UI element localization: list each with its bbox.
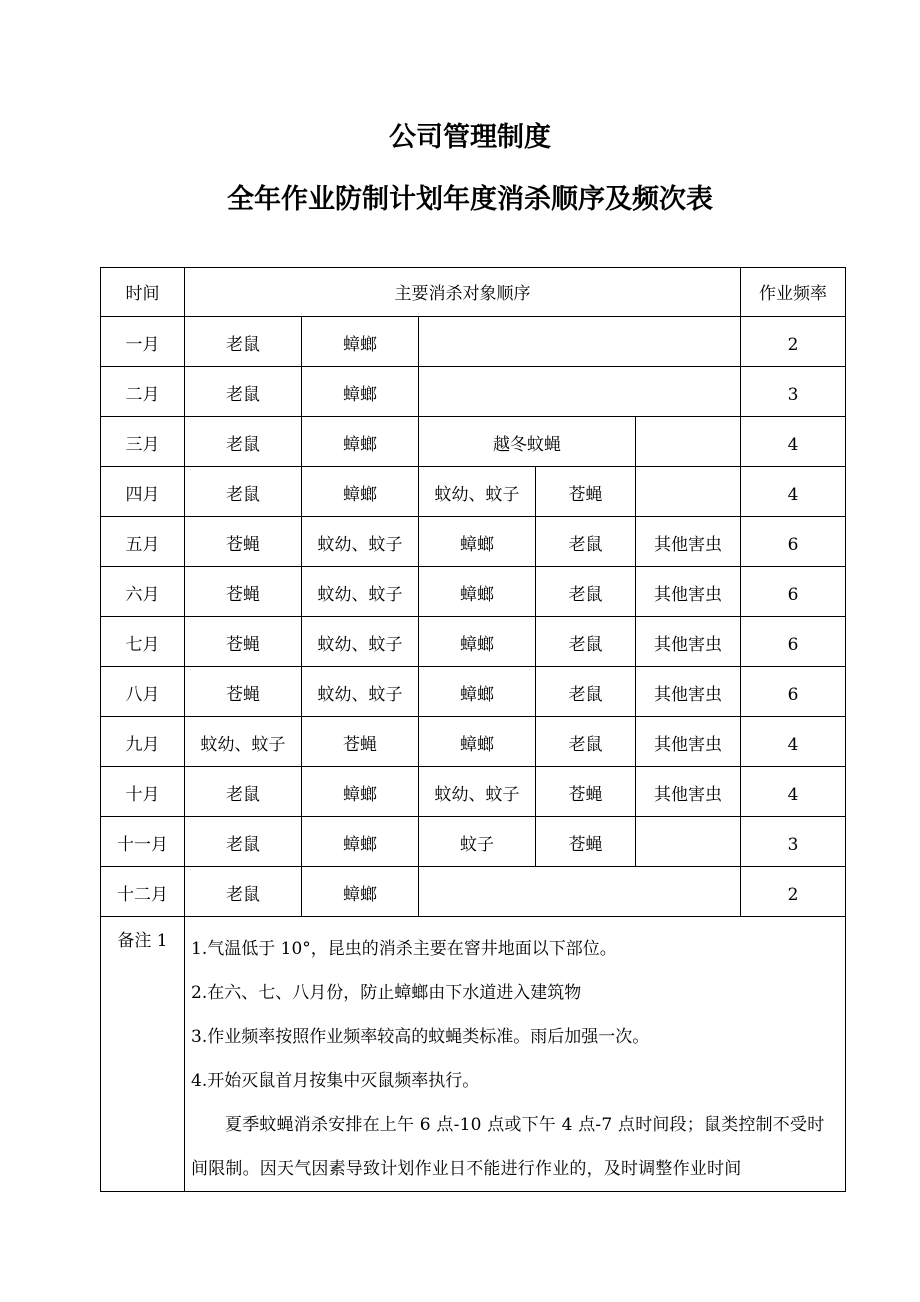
frequency-cell: 6 [741, 567, 846, 617]
note-paragraph: 夏季蚊蝇消杀安排在上午 6 点-10 点或下午 4 点-7 点时间段；鼠类控制不受时间限制。因天气因素导致计划作业日不能进行作业的，及时调整作业时间 [191, 1115, 825, 1179]
frequency-cell: 2 [741, 867, 846, 917]
target-cell: 老鼠 [536, 717, 636, 767]
target-cell: 蚊子 [419, 817, 536, 867]
target-cell: 老鼠 [185, 417, 302, 467]
target-cell: 蟑螂 [419, 667, 536, 717]
month-cell: 三月 [101, 417, 185, 467]
frequency-cell: 4 [741, 467, 846, 517]
note-item: 4.开始灭鼠首月按集中灭鼠频率执行。 [191, 1071, 480, 1091]
table-row [101, 567, 846, 617]
header-frequency: 作业频率 [741, 268, 846, 317]
target-cell: 苍蝇 [185, 617, 302, 667]
target-cell: 其他害虫 [636, 617, 741, 667]
target-cell: 老鼠 [536, 667, 636, 717]
table-row [101, 617, 846, 667]
target-cell: 苍蝇 [302, 717, 419, 767]
empty-cell [419, 317, 741, 367]
month-cell: 六月 [101, 567, 185, 617]
table-row [101, 667, 846, 717]
month-cell: 二月 [101, 367, 185, 417]
table-row [101, 417, 846, 467]
note-item: 2.在六、七、八月份，防止蟑螂由下水道进入建筑物 [191, 983, 582, 1003]
month-cell: 九月 [101, 717, 185, 767]
month-cell: 五月 [101, 517, 185, 567]
target-cell: 蚊幼、蚊子 [302, 517, 419, 567]
target-cell: 蚊幼、蚊子 [419, 467, 536, 517]
target-cell: 蟑螂 [302, 867, 419, 917]
table-row [101, 867, 846, 917]
frequency-cell: 3 [741, 817, 846, 867]
table-row [101, 367, 846, 417]
month-cell: 十二月 [101, 867, 185, 917]
empty-cell [636, 417, 741, 467]
month-cell: 七月 [101, 617, 185, 667]
header-targets: 主要消杀对象顺序 [185, 268, 741, 317]
target-cell: 老鼠 [536, 567, 636, 617]
target-cell: 蚊幼、蚊子 [185, 717, 302, 767]
target-cell: 老鼠 [185, 817, 302, 867]
table-row [101, 317, 846, 367]
target-cell: 苍蝇 [536, 767, 636, 817]
table-row [101, 717, 846, 767]
target-cell: 蚊幼、蚊子 [302, 617, 419, 667]
empty-cell [419, 867, 741, 917]
target-cell: 老鼠 [185, 367, 302, 417]
target-cell: 其他害虫 [636, 767, 741, 817]
target-cell: 老鼠 [536, 617, 636, 667]
target-cell: 蟑螂 [419, 717, 536, 767]
note-item: 3.作业频率按照作业频率较高的蚊蝇类标准。雨后加强一次。 [191, 1027, 650, 1047]
target-cell: 老鼠 [185, 867, 302, 917]
frequency-cell: 6 [741, 517, 846, 567]
month-cell: 八月 [101, 667, 185, 717]
target-cell: 蟑螂 [302, 367, 419, 417]
target-cell: 蟑螂 [302, 317, 419, 367]
target-cell: 其他害虫 [636, 717, 741, 767]
target-cell: 苍蝇 [185, 567, 302, 617]
target-cell: 其他害虫 [636, 517, 741, 567]
table-row [101, 767, 846, 817]
frequency-cell: 4 [741, 767, 846, 817]
target-cell: 蟑螂 [302, 767, 419, 817]
target-cell: 蚊幼、蚊子 [419, 767, 536, 817]
table-row [101, 467, 846, 517]
month-cell: 一月 [101, 317, 185, 367]
frequency-cell: 6 [741, 667, 846, 717]
target-cell: 其他害虫 [636, 567, 741, 617]
table-header-row [101, 268, 846, 317]
target-cell: 蟑螂 [419, 517, 536, 567]
notes-row [101, 917, 846, 1192]
frequency-cell: 6 [741, 617, 846, 667]
target-cell: 苍蝇 [185, 667, 302, 717]
target-cell: 蚊幼、蚊子 [302, 567, 419, 617]
target-cell: 蟑螂 [302, 467, 419, 517]
month-cell: 十一月 [101, 817, 185, 867]
target-cell: 老鼠 [185, 767, 302, 817]
frequency-cell: 4 [741, 417, 846, 467]
target-cell: 其他害虫 [636, 667, 741, 717]
target-cell: 苍蝇 [536, 817, 636, 867]
note-item: 1.气温低于 10°，昆虫的消杀主要在窨井地面以下部位。 [191, 939, 617, 959]
target-cell: 蟑螂 [419, 617, 536, 667]
target-cell: 老鼠 [536, 517, 636, 567]
frequency-cell: 4 [741, 717, 846, 767]
target-cell: 蟑螂 [302, 417, 419, 467]
notes-body [185, 917, 846, 1192]
month-cell: 四月 [101, 467, 185, 517]
empty-cell [636, 467, 741, 517]
target-cell: 老鼠 [185, 317, 302, 367]
month-cell: 十月 [101, 767, 185, 817]
table-title: 全年作业防制计划年度消杀顺序及频次表 [227, 184, 713, 215]
target-cell: 苍蝇 [536, 467, 636, 517]
target-cell: 蟑螂 [419, 567, 536, 617]
target-cell: 蚊幼、蚊子 [302, 667, 419, 717]
header-time: 时间 [101, 268, 185, 317]
pest-control-schedule-table [100, 267, 846, 1192]
table-row [101, 517, 846, 567]
table-row [101, 817, 846, 867]
frequency-cell: 2 [741, 317, 846, 367]
target-cell: 苍蝇 [185, 517, 302, 567]
frequency-cell: 3 [741, 367, 846, 417]
target-cell: 蟑螂 [302, 817, 419, 867]
target-cell: 老鼠 [185, 467, 302, 517]
document-title: 公司管理制度 [389, 122, 551, 153]
target-cell: 越冬蚊蝇 [419, 417, 636, 467]
empty-cell [419, 367, 741, 417]
empty-cell [636, 817, 741, 867]
notes-label: 备注 1 [101, 917, 185, 1192]
